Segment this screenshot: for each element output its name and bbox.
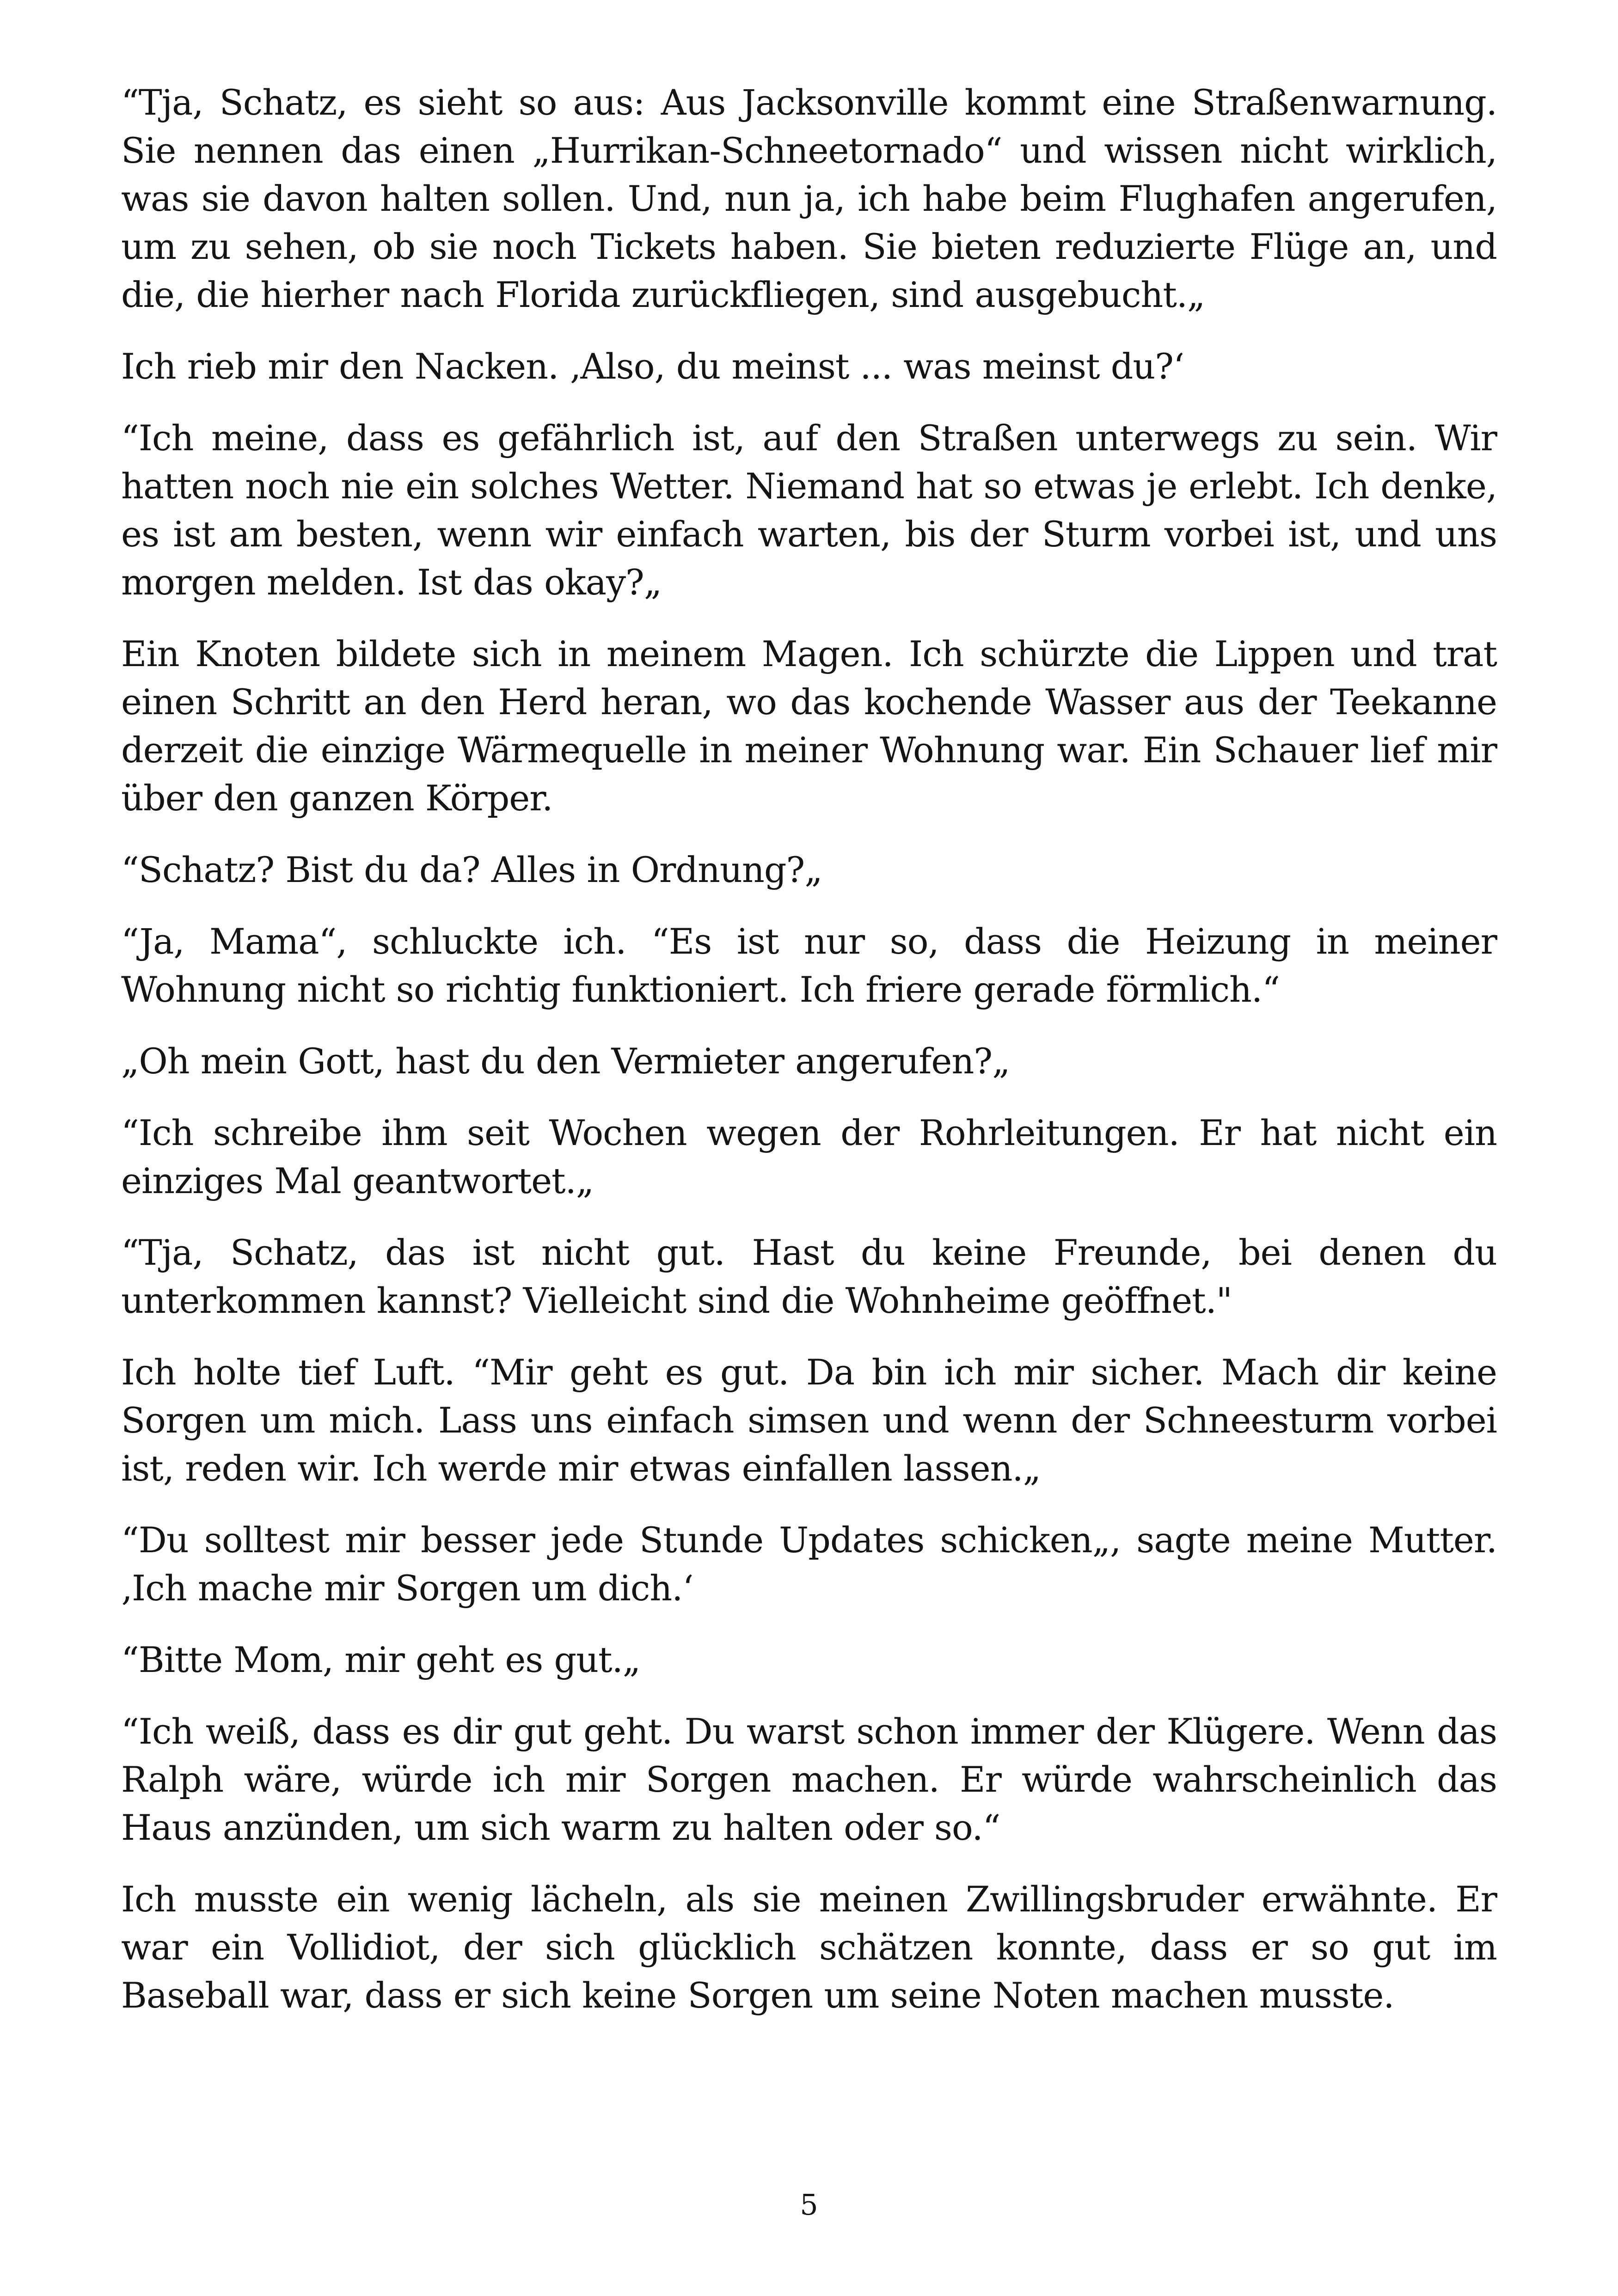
paragraph-11: “Du solltest mir besser jede Stunde Updates schicken„, sagte meine Mutter. ‚Ich mache mir Sorgen um dich.‘	[121, 1519, 1497, 1609]
paragraph-2: Ich rieb mir den Nacken. ‚Also, du meinst ... was meinst du?‘	[121, 346, 1184, 387]
paragraph-8: “Ich schreibe ihm seit Wochen wegen der Rohrleitungen. Er hat nicht ein einziges Mal geantwortet.„	[121, 1112, 1497, 1201]
paragraph-9: “Tja, Schatz, das ist nicht gut. Hast du keine Freunde, bei denen du unterkommen kannst? Vielleicht sind die Wohnheime geöffnet."	[121, 1232, 1497, 1321]
paragraph-7: „Oh mein Gott, hast du den Vermieter angerufen?„	[121, 1041, 1010, 1082]
paragraph-14: Ich musste ein wenig lächeln, als sie meinen Zwillingsbruder erwähnte. Er war ein Vollidiot, der sich glücklich schätzen konnte, dass er so gut im Baseball war, dass er sich keine Sorgen um seine Noten machen musste.	[121, 1879, 1497, 2016]
paragraph-5: “Schatz? Bist du da? Alles in Ordnung?„	[121, 849, 822, 890]
page-body	[121, 79, 1497, 2043]
paragraph-4: Ein Knoten bildete sich in meinem Magen. Ich schürzte die Lippen und trat einen Schritt an den Herd heran, wo das kochende Wasser aus der Teekanne derzeit die einzige Wärmequelle in meiner Wohnung war. Ein Schauer lief mir über den ganzen Körper.	[121, 633, 1497, 819]
page-number: 5	[800, 2188, 818, 2222]
paragraph-1: “Tja, Schatz, es sieht so aus: Aus Jacksonville kommt eine Straßenwarnung. Sie nennen das einen „Hurrikan-Schneetornado“ und wissen nicht wirklich, was sie davon halten sollen. Und, nun ja, ich habe beim Flughafen angerufen, um zu sehen, ob sie noch Tickets haben. Sie bieten reduzierte Flüge an, und die, die hierher nach Florida zurückfliegen, sind ausgebucht.„	[121, 82, 1497, 315]
paragraph-10: Ich holte tief Luft. “Mir geht es gut. Da bin ich mir sicher. Mach dir keine Sorgen um mich. Lass uns einfach simsen und wenn der Schneesturm vorbei ist, reden wir. Ich werde mir etwas einfallen lassen.„	[121, 1352, 1497, 1489]
paragraph-3: “Ich meine, dass es gefährlich ist, auf den Straßen unterwegs zu sein. Wir hatten noch nie ein solches Wetter. Niemand hat so etwas je erlebt. Ich denke, es ist am besten, wenn wir einfach warten, bis der Sturm vorbei ist, und uns morgen melden. Ist das okay?„	[121, 417, 1497, 603]
paragraph-6: “Ja, Mama“, schluckte ich. “Es ist nur so, dass die Heizung in meiner Wohnung nicht so richtig funktioniert. Ich friere gerade förmlich.“	[121, 921, 1497, 1010]
paragraph-13: “Ich weiß, dass es dir gut geht. Du warst schon immer der Klügere. Wenn das Ralph wäre, würde ich mir Sorgen machen. Er würde wahrscheinlich das Haus anzünden, um sich warm zu halten oder so.“	[121, 1711, 1497, 1848]
paragraph-12: “Bitte Mom, mir geht es gut.„	[121, 1639, 641, 1680]
